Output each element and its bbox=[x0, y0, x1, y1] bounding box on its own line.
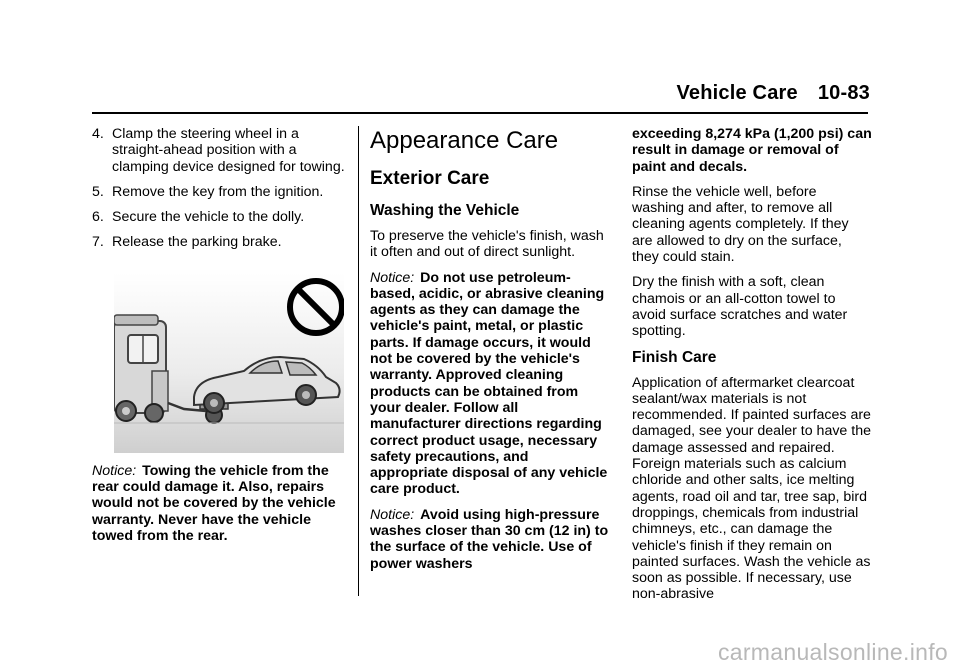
motorhome-icon bbox=[114, 315, 168, 422]
column-middle bbox=[370, 126, 610, 581]
towing-illustration bbox=[114, 273, 344, 453]
notice-text: Towing the vehicle from the rear could damage it. Also, repairs would not be covered by the vehicle warranty. Never have the vehicle towed from the rear. bbox=[92, 462, 336, 544]
step-item bbox=[92, 234, 348, 250]
header-rule bbox=[92, 112, 868, 114]
notice-block bbox=[370, 507, 610, 572]
step-item bbox=[92, 184, 348, 200]
step-number: 6. bbox=[92, 209, 104, 226]
step-item bbox=[92, 209, 348, 225]
notice-text: Avoid using high-pressure washes closer than 30 cm (12 in) to the surface of the vehicle. Use of power washers bbox=[370, 506, 609, 572]
watermark: carmanualsonline.info bbox=[717, 639, 948, 665]
page-header bbox=[676, 82, 870, 105]
paragraph: Dry the finish with a soft, clean chamois or an all-cotton towel to avoid surface scratches and water spotting. bbox=[632, 274, 848, 340]
chapter-heading: Appearance Care bbox=[370, 127, 559, 154]
step-text: Remove the key from the ignition. bbox=[112, 183, 324, 200]
step-number: 4. bbox=[92, 126, 104, 142]
subsection-heading: Finish Care bbox=[632, 348, 717, 366]
column-left bbox=[92, 126, 348, 553]
notice-text: Do not use petroleum-based, acidic, or abrasive cleaning agents as they can damage the vehicle's paint, metal, or plastic parts. If damage occurs, it would not be covered by the vehicle's warranty. Approved cleaning products can be obtained from your dealer. Follow all manufacturer directions regarding correct product usage, necessary safety precautions, and appropriate disposal of any vehicle care product. bbox=[370, 269, 608, 498]
step-number: 5. bbox=[92, 183, 104, 200]
step-text: Secure the vehicle to the dolly. bbox=[112, 209, 305, 226]
section-heading: Exterior Care bbox=[370, 168, 490, 189]
step-number: 7. bbox=[92, 234, 104, 251]
notice-continuation: exceeding 8,274 kPa (1,200 psi) can result in damage or removal of paint and decals. bbox=[632, 126, 872, 175]
subsection-heading: Washing the Vehicle bbox=[370, 202, 520, 219]
step-text: Clamp the steering wheel in a straight-ahead position with a clamping device designed for towing. bbox=[112, 126, 345, 175]
step-text: Release the parking brake. bbox=[112, 234, 282, 251]
notice-label: Notice: bbox=[370, 506, 415, 523]
notice-block bbox=[92, 463, 348, 544]
column-right bbox=[632, 126, 872, 612]
column-divider bbox=[358, 126, 359, 596]
intro-paragraph: To preserve the vehicle's finish, wash it often and out of direct sunlight. bbox=[370, 228, 604, 261]
notice-block bbox=[370, 270, 610, 498]
paragraph: Rinse the vehicle well, before washing and after, to remove all cleaning agents completely. If they are allowed to dry on the surface, they could stain. bbox=[632, 183, 849, 266]
notice-label: Notice: bbox=[92, 462, 137, 479]
notice-label: Notice: bbox=[370, 269, 415, 286]
step-item bbox=[92, 126, 348, 175]
paragraph: Application of aftermarket clearcoat sealant/wax materials is not recommended. If painted surfaces are damaged, see your dealer to have the damage assessed and repaired. Foreign materials such as calcium chloride and other salts, ice melting agents, road oil and tar, tree sap, bird droppings, chemicals from industrial chimneys, etc., can damage the vehicle's finish if they remain on painted surfaces. Wash the vehicle as soon as possible. If necessary, use non-abrasive bbox=[632, 374, 871, 603]
section-title: Vehicle Care bbox=[676, 82, 798, 104]
page-number: 10-83 bbox=[817, 82, 870, 104]
